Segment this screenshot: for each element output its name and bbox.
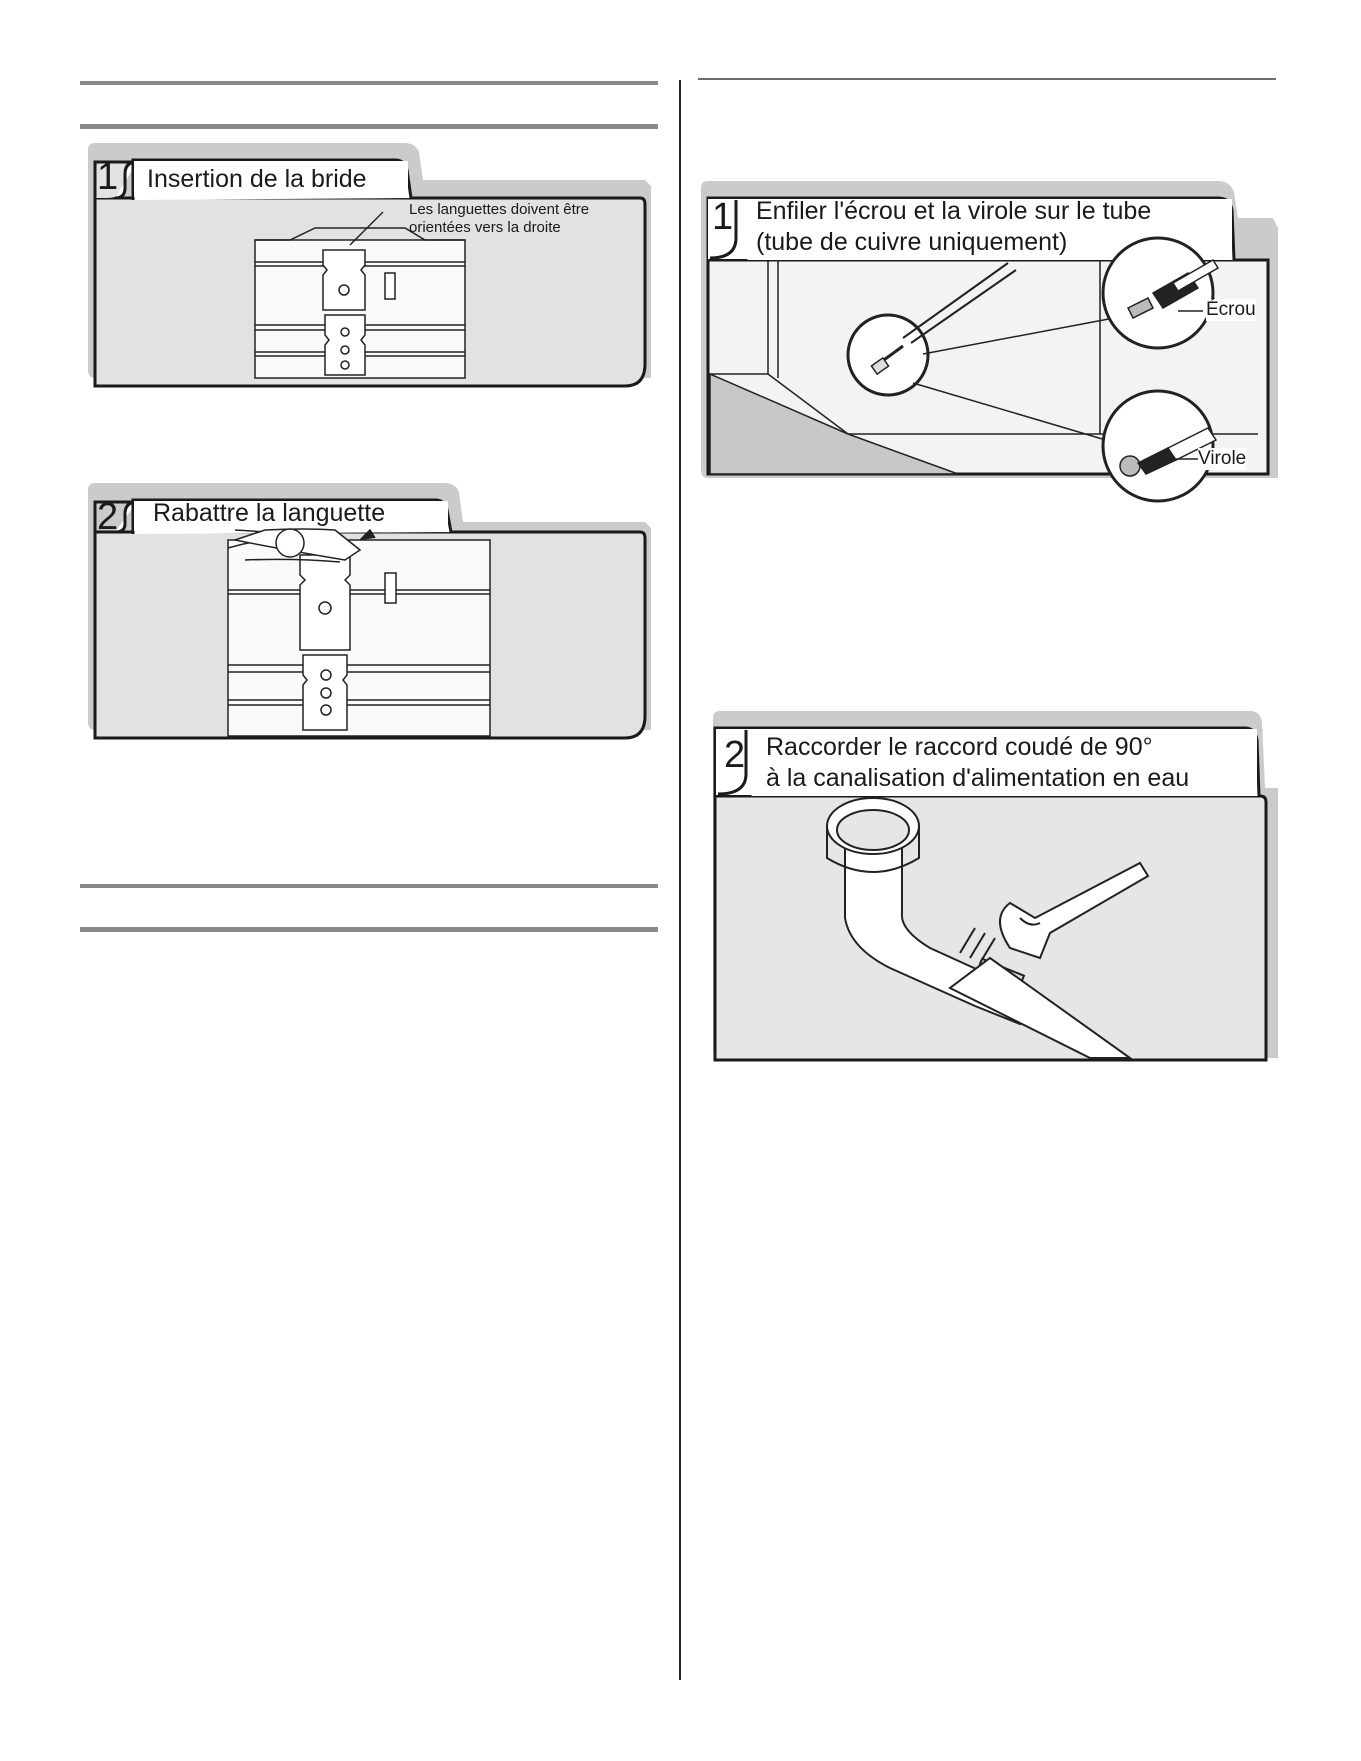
step-number: 1 — [97, 156, 119, 198]
section-rule-mid-2 — [80, 927, 658, 932]
pliers-illustration — [228, 529, 490, 736]
callout-text-line2: orientées vers la droite — [409, 219, 561, 236]
step-title: Insertion de la bride — [147, 165, 367, 193]
section-rule-top-2 — [80, 124, 658, 129]
section-rule-right-top — [698, 78, 1276, 80]
step-panel-thread-nut-ferrule — [698, 178, 1280, 558]
step-panel-fold-tab — [85, 480, 655, 745]
column-divider — [679, 80, 681, 1680]
section-rule-mid-1 — [80, 884, 658, 888]
nut-label: Écrou — [1206, 299, 1256, 320]
step-title-line2: à la canalisation d'alimentation en eau — [766, 764, 1190, 792]
step-panel-connect-elbow — [710, 708, 1280, 1068]
step-number: 2 — [724, 734, 746, 776]
step-number: 2 — [97, 496, 119, 538]
step-title-line2: (tube de cuivre uniquement) — [756, 228, 1068, 256]
section-rule-top-1 — [80, 81, 658, 85]
step-title-line1: Enfiler l'écrou et la virole sur le tube — [756, 197, 1152, 225]
callout-text-line1: Les languettes doivent être — [409, 201, 590, 218]
ferrule-label: Virole — [1198, 448, 1247, 469]
step-number: 1 — [712, 196, 734, 238]
step-title-line1: Raccorder le raccord coudé de 90° — [766, 733, 1153, 761]
step-panel-insert-bracket — [85, 140, 655, 390]
step-title: Rabattre la languette — [153, 499, 386, 527]
